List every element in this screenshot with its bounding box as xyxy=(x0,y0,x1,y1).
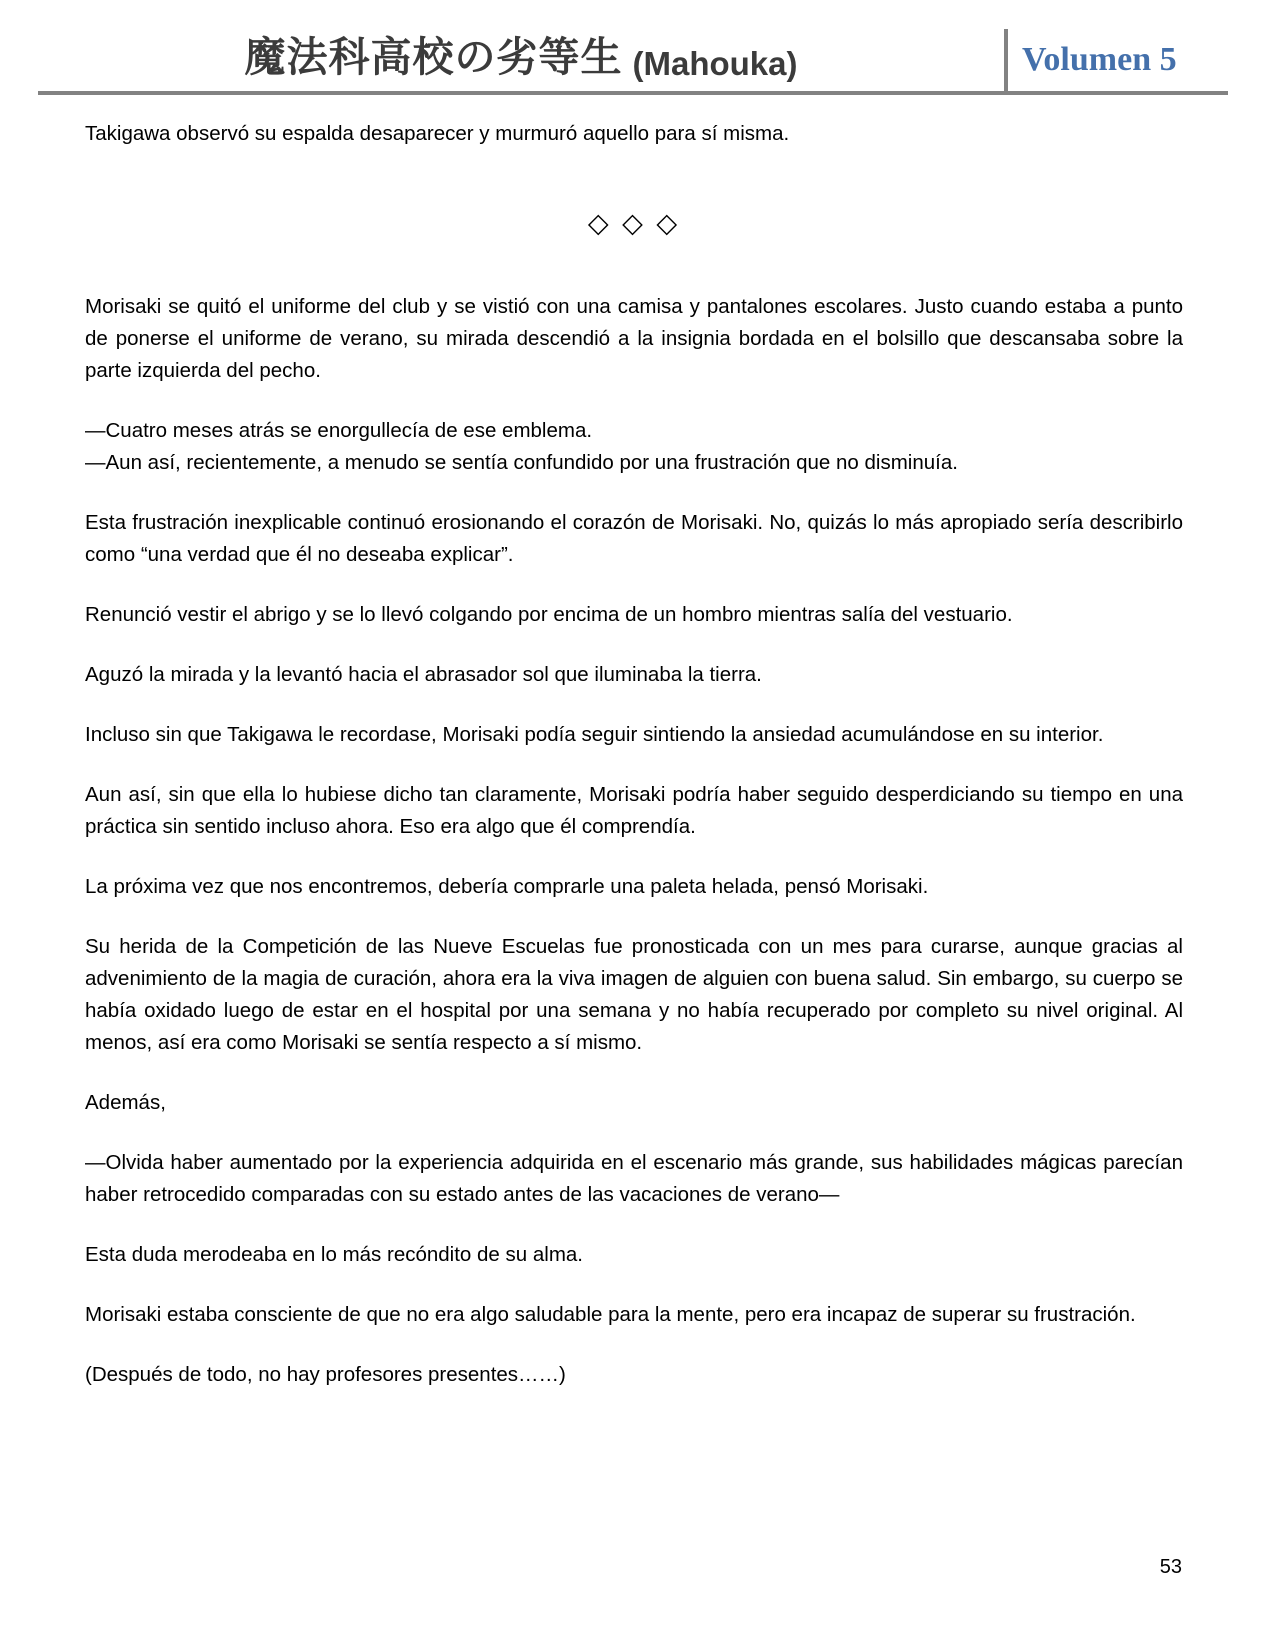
paragraph: Renunció vestir el abrigo y se lo llevó colgando por encima de un hombro mientras salía del vestuario. xyxy=(85,603,1013,626)
page-header xyxy=(38,0,1228,95)
paragraph: —Cuatro meses atrás se enorgullecía de ese emblema. xyxy=(85,419,593,442)
document-title xyxy=(38,0,1004,91)
paragraph: La próxima vez que nos encontremos, debería comprarle una paleta helada, pensó Morisaki. xyxy=(85,875,929,898)
paragraph: —Olvida haber aumentado por la experiencia adquirida en el escenario más grande, sus habilidades mágicas parecían haber retrocedido comparadas con su estado antes de las vacaciones de verano— xyxy=(85,1151,1183,1206)
scene-break-diamonds: ◇ ◇ ◇ xyxy=(587,208,681,238)
page-body xyxy=(85,118,1183,1419)
volume-label: Volumen 5 xyxy=(1022,41,1177,78)
page-number: 53 xyxy=(1159,1556,1182,1578)
paragraph: Morisaki se quitó el uniforme del club y se vistió con una camisa y pantalones escolares. Justo cuando estaba a punto de ponerse el uniforme de verano, su mirada descendió a la insignia bordada en el bolsillo que descansaba sobre la parte izquierda del pecho. xyxy=(85,295,1183,382)
paragraph: Takigawa observó su espalda desaparecer y murmuró aquello para sí misma. xyxy=(85,122,790,145)
volume-cell xyxy=(1004,29,1228,91)
paragraph: Aun así, sin que ella lo hubiese dicho tan claramente, Morisaki podría haber seguido desperdiciando su tiempo en una práctica sin sentido incluso ahora. Eso era algo que él comprendía. xyxy=(85,783,1183,838)
title-romaji: (Mahouka) xyxy=(632,45,798,82)
paragraph: Morisaki estaba consciente de que no era algo saludable para la mente, pero era incapaz de superar su frustración. xyxy=(85,1303,1136,1326)
paragraph: Esta duda merodeaba en lo más recóndito de su alma. xyxy=(85,1243,583,1266)
paragraph: —Aun así, recientemente, a menudo se sentía confundido por una frustración que no disminuía. xyxy=(85,451,958,474)
paragraph: Aguzó la mirada y la levantó hacia el abrasador sol que iluminaba la tierra. xyxy=(85,663,762,686)
paragraph: Su herida de la Competición de las Nueve Escuelas fue pronosticada con un mes para curarse, aunque gracias al advenimiento de la magia de curación, ahora era la viva imagen de alguien con buena salud. Sin embargo, su cuerpo se había oxidado luego de estar en el hospital por una semana y no había recuperado por completo su nivel original. Al menos, así era como Morisaki se sentía respecto a sí mismo. xyxy=(85,935,1183,1054)
title-japanese: 魔法科高校の劣等生 xyxy=(244,34,623,80)
paragraph: Esta frustración inexplicable continuó erosionando el corazón de Morisaki. No, quizás lo más apropiado sería describirlo como “una verdad que él no deseaba explicar”. xyxy=(85,511,1183,566)
paragraph: Además, xyxy=(85,1091,166,1114)
paragraph: Incluso sin que Takigawa le recordase, Morisaki podía seguir sintiendo la ansiedad acumulándose en su interior. xyxy=(85,723,1104,746)
paragraph: (Después de todo, no hay profesores presentes……) xyxy=(85,1363,566,1386)
